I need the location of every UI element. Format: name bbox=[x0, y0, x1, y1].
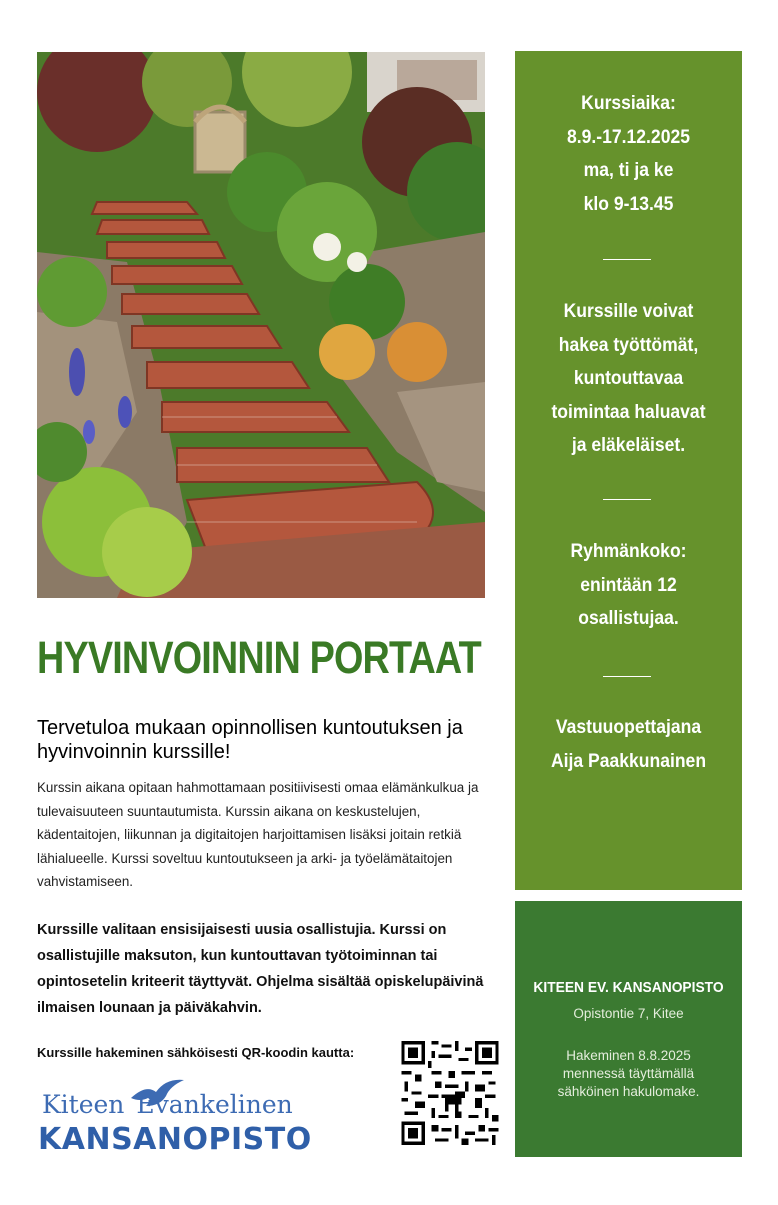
kansanopisto-logo bbox=[38, 1076, 358, 1164]
group-size-label: Ryhmänkoko: bbox=[570, 540, 687, 562]
course-time-block bbox=[526, 87, 730, 221]
course-info-panel bbox=[515, 51, 742, 890]
course-days: ma, ti ja ke bbox=[583, 159, 674, 181]
logo-word-evankelinen: Evankelinen bbox=[136, 1090, 293, 1119]
course-hours: klo 9-13.45 bbox=[583, 192, 674, 215]
eligibility-line: kuntouttavaa bbox=[573, 367, 684, 389]
course-dates: 8.9.-17.12.2025 bbox=[567, 125, 690, 148]
eligibility-block bbox=[526, 295, 730, 463]
garden-stairs-photo bbox=[37, 52, 485, 598]
logo-line-2: KANSANOPISTO bbox=[38, 1122, 312, 1157]
apply-instructions: Kurssille hakeminen sähköisesti QR-koodin kautta: bbox=[37, 1045, 355, 1060]
eligibility-line: hakea työttömät, bbox=[558, 333, 699, 356]
contact-address: Opistontie 7, Kitee bbox=[573, 1006, 684, 1021]
poster-subtitle: Tervetuloa mukaan opinnollisen kuntoutuksen ja hyvinvoinnin kurssille! bbox=[37, 717, 463, 763]
intro-paragraph: Kurssin aikana opitaan hahmottamaan positiivisesti omaa elämänkulkua ja tulevaisuuteen suuntautumista. Kurssin aikana on keskustelujen, kädentaitojen, liikunnan ja digitaitojen harjoittamisen lisäksi joitain retkiä lähialueelle. Kurssi soveltuu kuntoutukseen ja arki- ja työelämätaitojen vahvistamiseen. bbox=[37, 780, 479, 889]
divider bbox=[603, 259, 651, 260]
eligibility-line: Kurssille voivat bbox=[563, 300, 694, 322]
logo-word-kiteen: Kiteen bbox=[42, 1090, 125, 1119]
group-size-value: enintään 12 bbox=[580, 573, 677, 596]
divider bbox=[603, 676, 651, 677]
group-size-unit: osallistujaa. bbox=[578, 607, 679, 629]
teacher-label: Vastuuopettajana bbox=[555, 716, 702, 738]
logo-line-1 bbox=[42, 1090, 293, 1119]
poster-title: HYVINVOINNIN PORTAAT bbox=[37, 632, 481, 683]
teacher-name: Aija Paakkunainen bbox=[550, 749, 707, 772]
contact-panel bbox=[515, 901, 742, 1157]
qr-code[interactable] bbox=[401, 1041, 499, 1145]
group-size-block bbox=[526, 535, 730, 636]
eligibility-line: toimintaa haluavat bbox=[551, 400, 706, 423]
contact-org: KITEEN EV. KANSANOPISTO bbox=[533, 979, 724, 996]
application-deadline: Hakeminen 8.8.2025 mennessä täyttämällä sähköinen hakulomake. bbox=[557, 1048, 700, 1099]
eligibility-line: ja eläkeläiset. bbox=[571, 434, 686, 456]
divider bbox=[603, 499, 651, 500]
selection-paragraph: Kurssille valitaan ensisijaisesti uusia osallistujia. Kurssi on osallistujille maksuton, kun kuntouttavan työtoiminnan tai opintosetelin kriteerit täyttyvät. Ohjelma sisältää opiskelupäivinä ilmaisen lounaan ja päiväkahvin. bbox=[37, 922, 484, 1016]
course-time-label: Kurssiaika: bbox=[581, 92, 676, 114]
teacher-block bbox=[526, 711, 730, 778]
